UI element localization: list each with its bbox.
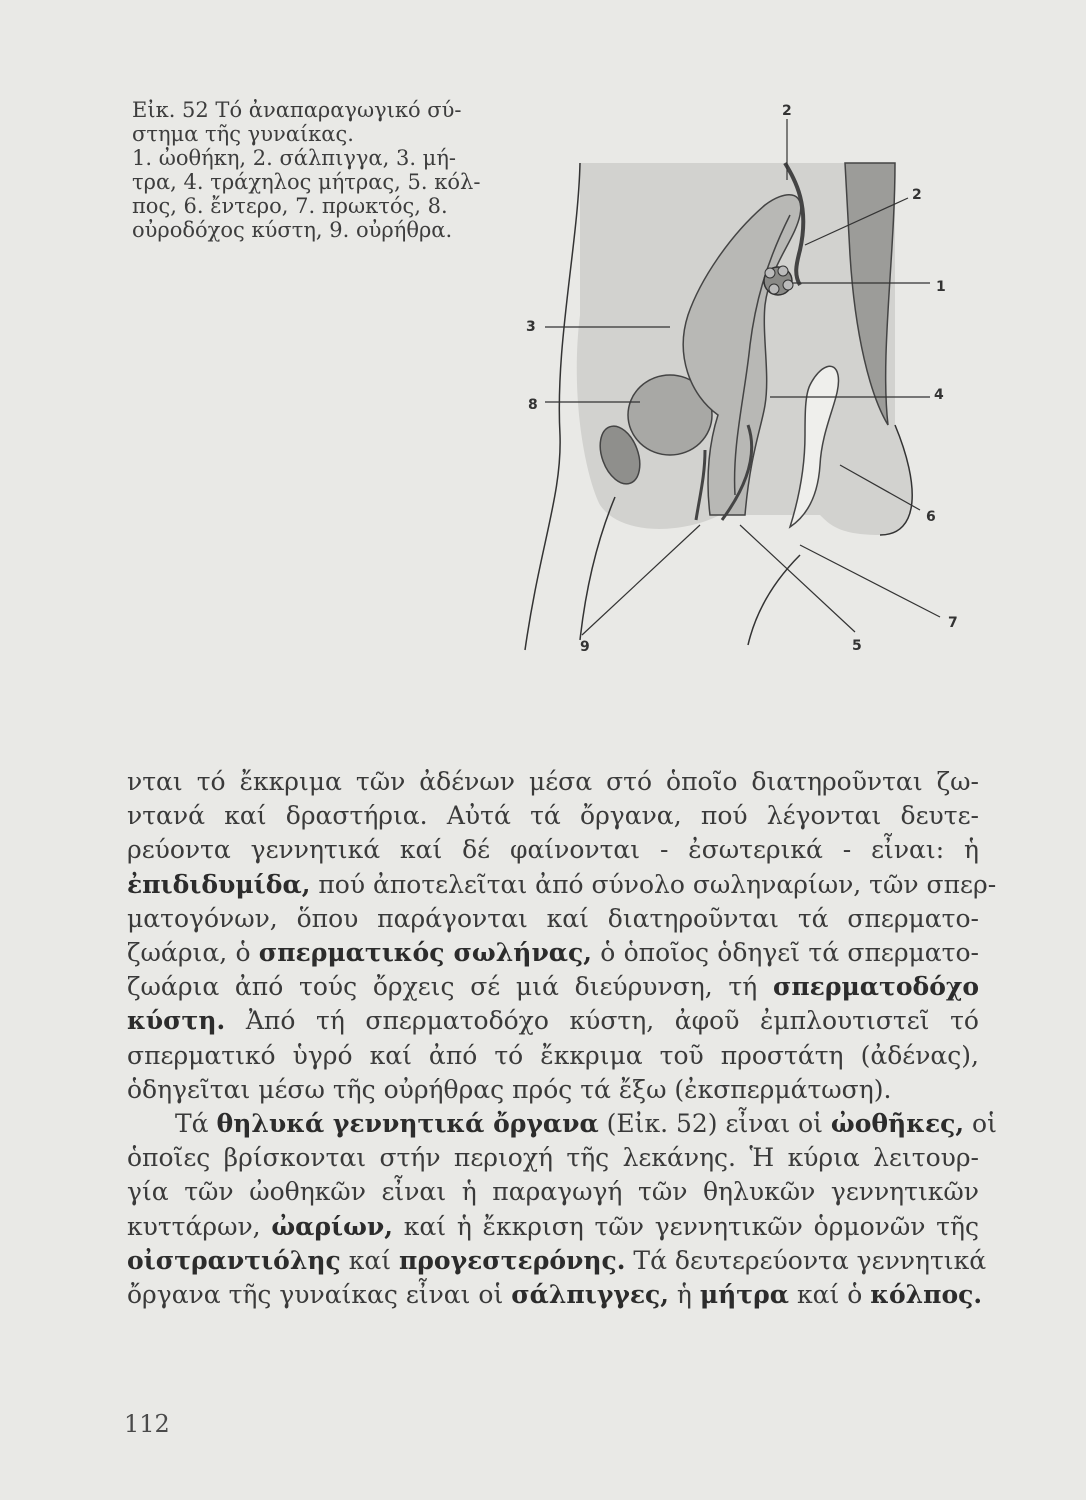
- text-line: κυττάρων, ὠαρίων, καί ἡ ἔκκριση τῶν γεννητικῶν ὁρμονῶν τῆς: [127, 1211, 979, 1241]
- bold-term: σπερματοδόχο: [772, 972, 979, 1002]
- bold-term: ὠαρίων,: [271, 1211, 393, 1241]
- bold-term: θηλυκά γεννητικά ὄργανα: [216, 1109, 599, 1139]
- text-line: ὄργανα τῆς γυναίκας εἶναι οἱ σάλπιγγες, ἡ μήτρα καί ὁ κόλπος.: [127, 1280, 983, 1310]
- diagram-svg: [500, 95, 980, 665]
- text-line: οἰστραντιόλης καί προγεστερόνης. Τά δευτερεύοντα γεννητικά: [127, 1245, 987, 1275]
- text-line: ρεύοντα γεννητικά καί δέ φαίνονται - ἐσωτερικά - εἶναι: ἡ: [127, 835, 979, 865]
- text-line: ματογόνων, ὅπου παράγονται καί διατηροῦνται τά σπερματο-: [127, 903, 979, 933]
- label-2: 2: [782, 103, 792, 119]
- text-line: ἐπιδιδυμίδα, πού ἀποτελεῖται ἀπό σύνολο σωληναρίων, τῶν σπερ-: [127, 869, 997, 899]
- anatomical-diagram: [500, 95, 980, 665]
- text-line: νται τό ἔκκριμα τῶν ἀδένων μέσα στό ὁποῖο διατηροῦνται ζω-: [127, 767, 979, 796]
- bold-term: ἐπιδιδυμίδα,: [127, 869, 311, 899]
- ovary-follicle: [783, 280, 793, 290]
- caption-line: οὐροδόχος κύστη, 9. οὐρήθρα.: [132, 218, 453, 242]
- body-text: [127, 765, 997, 1312]
- bold-term: κόλπος.: [870, 1280, 983, 1310]
- label-5: 5: [852, 638, 862, 654]
- text-line: ὁδηγεῖται μέσω τῆς οὐρήθρας πρός τά ἔξω (ἐκσπερμάτωση).: [127, 1074, 892, 1104]
- text-line: ζωάρια, ὁ σπερματικός σωλήνας, ὁ ὁποῖος ὁδηγεῖ τά σπερματο-: [127, 938, 979, 968]
- text-line: ντανά καί δραστήρια. Αὐτά τά ὄργανα, πού λέγονται δευτε-: [127, 801, 979, 831]
- label-1: 1: [936, 279, 946, 295]
- label-4: 4: [934, 387, 944, 403]
- bold-term: κύστη.: [127, 1006, 226, 1036]
- text-line: κύστη. Ἀπό τή σπερματοδόχο κύστη, ἀφοῦ ἐμπλουτιστεῖ τό: [127, 1006, 979, 1036]
- label-3: 3: [526, 319, 536, 335]
- bold-term: ὠοθῆκες,: [830, 1109, 965, 1139]
- ovary-follicle: [778, 266, 788, 276]
- text-line: σπερματικό ὑγρό καί ἀπό τό ἔκκριμα τοῦ προστάτη (ἀδένας),: [127, 1040, 979, 1070]
- body-outline: [748, 555, 800, 645]
- label-9: 9: [580, 639, 590, 655]
- caption-line: Εἰκ. 52 Τό ἀναπαραγωγικό σύ-: [132, 98, 462, 122]
- bold-term: σάλπιγγες,: [511, 1280, 669, 1310]
- bold-term: οἰστραντιόλης: [127, 1245, 341, 1275]
- ovary-follicle: [769, 284, 779, 294]
- page-number: 112: [124, 1410, 170, 1438]
- label-7: 7: [948, 615, 958, 631]
- bold-term: μήτρα: [699, 1280, 789, 1310]
- caption-line: πος, 6. ἔντερο, 7. πρωκτός, 8.: [132, 194, 448, 218]
- bold-term: προγεστερόνης.: [398, 1245, 626, 1275]
- label-8: 8: [528, 397, 538, 413]
- text-line: γία τῶν ὠοθηκῶν εἶναι ἡ παραγωγή τῶν θηλυκῶν γεννητικῶν: [127, 1177, 979, 1207]
- leader-line: [800, 545, 940, 617]
- caption-line: τρα, 4. τράχηλος μήτρας, 5. κόλ-: [132, 170, 481, 194]
- figure-caption: [132, 98, 492, 242]
- bold-term: σπερματικός σωλήνας,: [258, 938, 592, 968]
- ovary-follicle: [765, 268, 775, 278]
- text-line: ζωάρια ἀπό τούς ὄρχεις σέ μιά διεύρυνση, τή σπερματοδόχο: [127, 972, 979, 1002]
- text-line: ὁποῖες βρίσκονται στήν περιοχή τῆς λεκάνης. Ἡ κύρια λειτουρ-: [127, 1143, 979, 1173]
- caption-line: στημα τῆς γυναίκας.: [132, 122, 354, 146]
- label-6: 6: [926, 509, 936, 525]
- label-2: 2: [912, 187, 922, 203]
- body-outline: [580, 497, 615, 640]
- text-line: Τά θηλυκά γεννητικά ὄργανα (Εἰκ. 52) εἶναι οἱ ὠοθῆκες, οἱ: [175, 1109, 997, 1139]
- caption-line: 1. ὠοθήκη, 2. σάλπιγγα, 3. μή-: [132, 146, 457, 170]
